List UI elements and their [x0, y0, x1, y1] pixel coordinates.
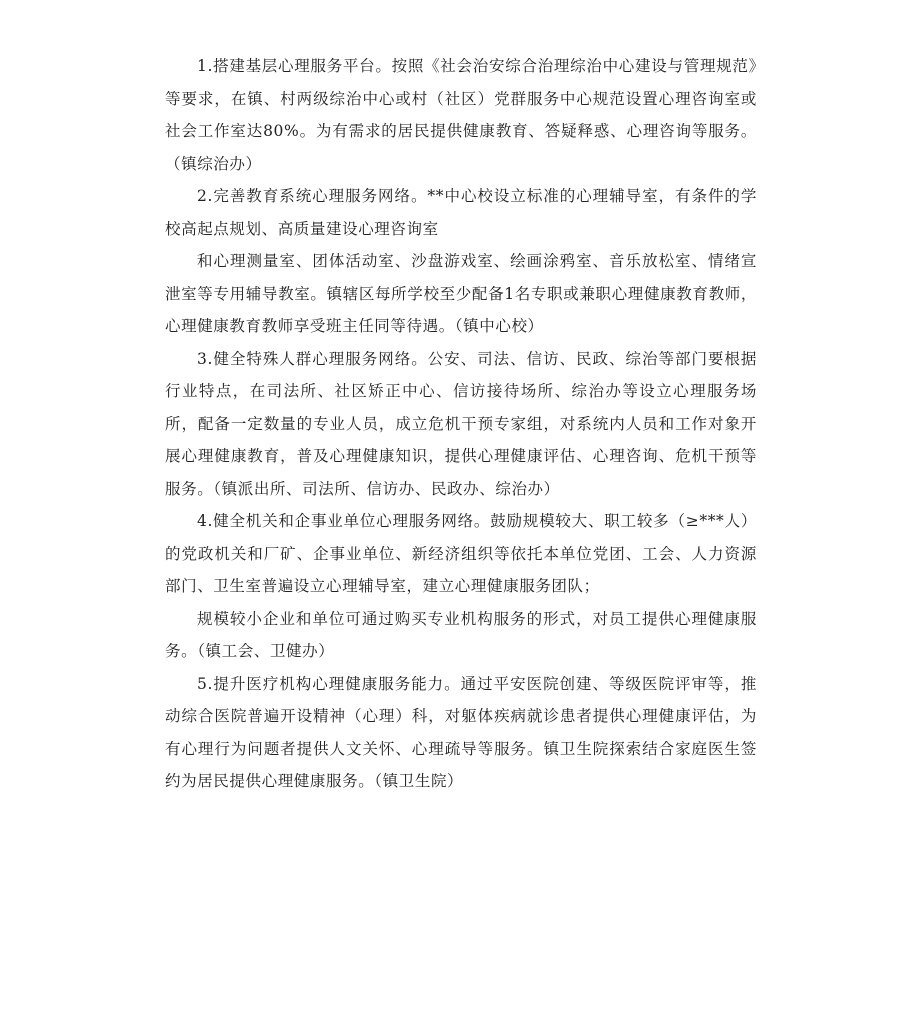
- paragraph-1: 1.搭建基层心理服务平台。按照《社会治安综合治理综治中心建设与管理规范》等要求，在镇、村两级综治中心或村（社区）党群服务中心规范设置心理咨询室或社会工作室达80%。为有需求的居民提供健康教育、答疑释惑、心理咨询等服务。（镇综治办）: [165, 57, 757, 173]
- paragraph-6: 规模较小企业和单位可通过购买专业机构服务的形式，对员工提供心理健康服务。（镇工会、卫健办）: [165, 609, 757, 660]
- paragraph-7: 5.提升医疗机构心理健康服务能力。通过平安医院创建、等级医院评审等，推动综合医院普遍开设精神（心理）科，对躯体疾病就诊患者提供心理健康评估，为有心理行为问题者提供人文关怀、心理疏导等服务。镇卫生院探索结合家庭医生签约为居民提供心理健康服务。（镇卫生院）: [165, 674, 757, 790]
- paragraph-3: 和心理测量室、团体活动室、沙盘游戏室、绘画涂鸦室、音乐放松室、情绪宣泄室等专用辅导教室。镇辖区每所学校至少配备1名专职或兼职心理健康教育教师，心理健康教育教师享受班主任同等待遇。（镇中心校）: [165, 252, 757, 335]
- document-body: [165, 50, 757, 798]
- paragraph-4: 3.健全特殊人群心理服务网络。公安、司法、信访、民政、综治等部门要根据行业特点，在司法所、社区矫正中心、信访接待场所、综治办等设立心理服务场所，配备一定数量的专业人员，成立危机干预专家组，对系统内人员和工作对象开展心理健康教育，普及心理健康知识，提供心理健康评估、心理咨询、危机干预等服务。（镇派出所、司法所、信访办、民政办、综治办）: [165, 349, 757, 498]
- paragraph-5: 4.健全机关和企事业单位心理服务网络。鼓励规模较大、职工较多（≥***人）的党政机关和厂矿、企事业单位、新经济组织等依托本单位党团、工会、人力资源部门、卫生室普遍设立心理辅导室，建立心理健康服务团队；: [165, 512, 757, 595]
- paragraph-2: 2.完善教育系统心理服务网络。**中心校设立标准的心理辅导室，有条件的学校高起点规划、高质量建设心理咨询室: [165, 187, 757, 238]
